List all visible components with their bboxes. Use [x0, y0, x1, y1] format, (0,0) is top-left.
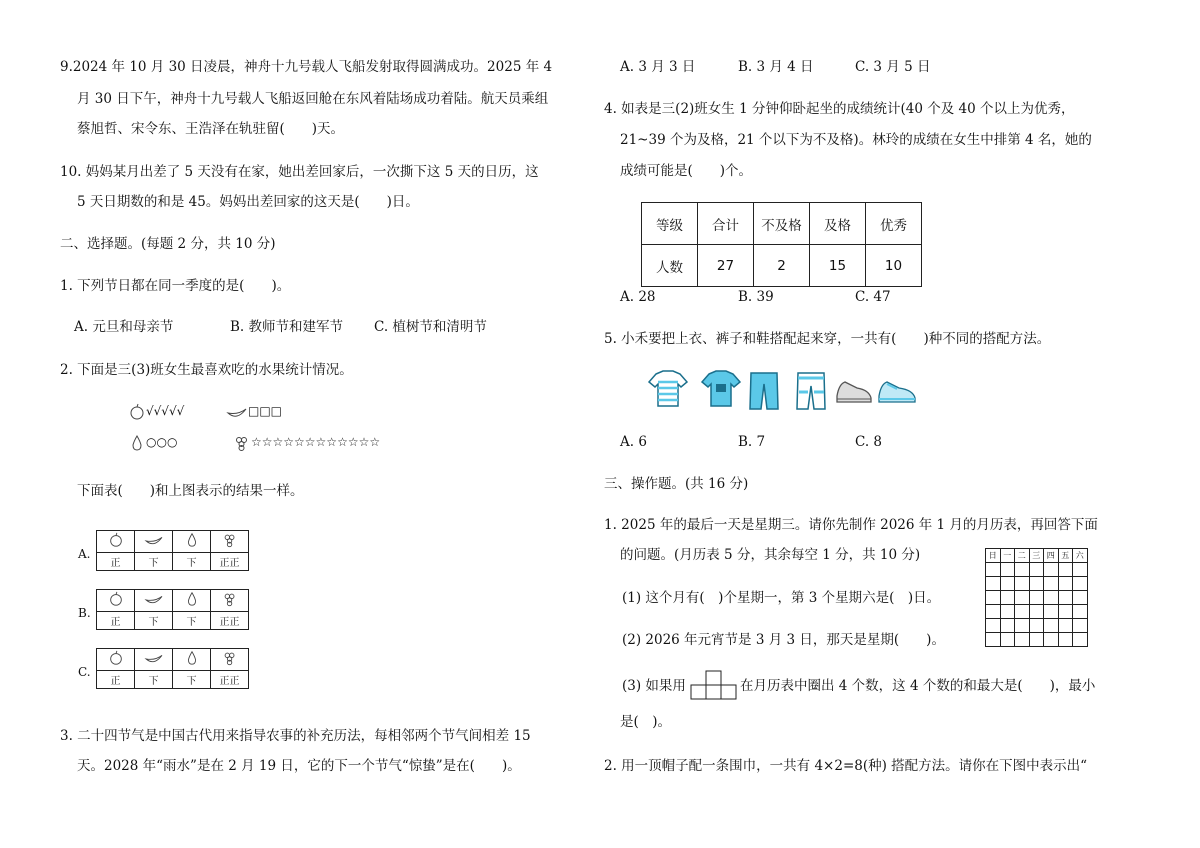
q4-option-a: A. 28 [620, 289, 656, 305]
fruit-stat-apple [128, 402, 184, 421]
q4-line2: 21~39 个为及格，21 个以下为不及格)。林玲的成绩在女生中排第 4 名，她的 [620, 132, 1092, 148]
calendar-cell [1073, 619, 1088, 633]
table-header: 合计 [698, 203, 754, 245]
banana-icon [135, 531, 173, 553]
tally-cell: 正正 [211, 671, 249, 689]
q5-option-a: A. 6 [620, 434, 647, 450]
q9-line1: 9.2024 年 10 月 30 日凌晨，神舟十九号载人飞船发射取得圆满成功。2025 年 4 [60, 59, 553, 75]
calendar-cell [986, 563, 1001, 577]
calendar-cell [986, 577, 1001, 591]
calendar-cell [1058, 605, 1073, 619]
calendar-cell [1029, 619, 1044, 633]
apple-tally: √√√√√ [146, 404, 185, 418]
calendar-cell [1073, 563, 1088, 577]
calendar-cell [1044, 633, 1059, 647]
calendar-cell [1044, 619, 1059, 633]
q4-score-table [641, 202, 922, 287]
section-2-title: 二、选择题。(每题 2 分，共 10 分) [60, 236, 276, 252]
calendar-cell [1015, 563, 1030, 577]
pear-icon [173, 649, 211, 671]
q5-option-c: C. 8 [855, 434, 883, 450]
table-header: 不及格 [754, 203, 810, 245]
fruit-stat-grape [233, 433, 380, 452]
choice-q1-option-a: A. 元旦和母亲节 [74, 319, 174, 335]
q9-line3: 蔡旭哲、宋令东、王浩泽在轨驻留( )天。 [77, 121, 345, 137]
tally-cell: 下 [135, 612, 173, 630]
calendar-cell [1029, 633, 1044, 647]
q4-line3: 成绩可能是( )个。 [620, 163, 753, 179]
choice-q1: 1. 下列节日都在同一季度的是( )。 [60, 278, 291, 294]
banana-icon [135, 590, 173, 612]
table-cell: 2 [754, 245, 810, 287]
banana-icon [135, 649, 173, 671]
q3-option-c: C. 3 月 5 日 [855, 59, 931, 75]
apple-icon [97, 590, 135, 612]
op-q1-sub2: (2) 2026 年元宵节是 3 月 3 日，那天是星期( )。 [622, 632, 945, 648]
tally-cell: 下 [135, 671, 173, 689]
calendar-cell [1058, 591, 1073, 605]
calendar-weekday: 四 [1044, 549, 1059, 563]
calendar-cell [1029, 577, 1044, 591]
q10-line2: 5 天日期数的和是 45。妈妈出差回家的这天是( )日。 [77, 194, 419, 210]
grape-icon [211, 531, 249, 553]
shirt-striped-icon [648, 370, 688, 408]
choice-q1-option-c: C. 植树节和清明节 [374, 319, 487, 335]
calendar-cell [1015, 633, 1030, 647]
tshirt-icon [701, 370, 741, 408]
option-c-label: C. [78, 665, 91, 679]
calendar-cell [1073, 605, 1088, 619]
tally-cell: 正 [97, 553, 135, 571]
q4-option-b: B. 39 [738, 289, 774, 305]
apple-icon [97, 649, 135, 671]
q4-option-c: C. 47 [855, 289, 891, 305]
calendar-cell [1073, 591, 1088, 605]
calendar-cell [986, 619, 1001, 633]
calendar-weekday: 日 [986, 549, 1001, 563]
section-3-title: 三、操作题。(共 16 分) [604, 476, 749, 492]
op-q1-sub3-end: 在月历表中圈出 4 个数，这 4 个数的和最大是( )，最小 [740, 678, 1096, 694]
option-b-table [96, 589, 249, 630]
calendar-cell [1058, 619, 1073, 633]
q10-line1: 10. 妈妈某月出差了 5 天没有在家，她出差回家后，一次撕下这 5 天的日历，这 [60, 164, 539, 180]
calendar-cell [1015, 591, 1030, 605]
calendar-grid [985, 548, 1088, 647]
calendar-weekday: 二 [1015, 549, 1030, 563]
option-a-label: A. [78, 547, 91, 561]
table-cell: 15 [810, 245, 866, 287]
apple-icon [128, 403, 146, 421]
calendar-cell [1029, 591, 1044, 605]
fruit-stat-pear [128, 433, 177, 452]
choice-q2-prompt: 下面表( )和上图表示的结果一样。 [77, 483, 304, 499]
calendar-cell [986, 605, 1001, 619]
calendar-cell [986, 633, 1001, 647]
calendar-weekday: 一 [1000, 549, 1015, 563]
calendar-cell [1044, 577, 1059, 591]
pear-icon [128, 434, 146, 452]
calendar-cell [1015, 577, 1030, 591]
op-q2: 2. 用一顶帽子配一条围巾，一共有 4×2=8(种) 搭配方法。请你在下图中表示出“ [604, 758, 1088, 774]
calendar-cell [1015, 619, 1030, 633]
tally-cell: 下 [173, 671, 211, 689]
calendar-cell [1073, 577, 1088, 591]
tally-cell: 下 [173, 553, 211, 571]
calendar-cell [1000, 591, 1015, 605]
grape-tally: ☆☆☆☆☆☆☆☆☆☆☆☆ [251, 435, 381, 449]
tally-cell: 正正 [211, 553, 249, 571]
grape-icon [233, 434, 251, 452]
q9-line2: 月 30 日下午，神舟十九号载人飞船返回舱在东风着陆场成功着陆。航天员乘组 [77, 91, 549, 107]
calendar-weekday: 三 [1029, 549, 1044, 563]
q3-option-a: A. 3 月 3 日 [620, 59, 696, 75]
calendar-cell [1044, 591, 1059, 605]
grape-icon [211, 590, 249, 612]
op-q1-line2: 的问题。(月历表 5 分，其余每空 1 分，共 10 分) [620, 547, 921, 563]
tally-cell: 下 [135, 553, 173, 571]
op-q1-sub1: (1) 这个月有( )个星期一，第 3 个星期六是( )日。 [622, 590, 941, 606]
calendar-cell [1058, 563, 1073, 577]
choice-q3-line2: 天。2028 年“雨水”是在 2 月 19 日，它的下一个节气“惊蛰”是在( )。 [77, 758, 521, 774]
option-b-label: B. [78, 606, 91, 620]
choice-q1-option-b: B. 教师节和建军节 [230, 319, 344, 335]
calendar-cell [1029, 605, 1044, 619]
pear-icon [173, 531, 211, 553]
calendar-cell [1000, 633, 1015, 647]
q3-option-b: B. 3 月 4 日 [738, 59, 814, 75]
tally-cell: 正 [97, 612, 135, 630]
q5: 5. 小禾要把上衣、裤子和鞋搭配起来穿，一共有( )种不同的搭配方法。 [604, 331, 1051, 347]
calendar-cell [1015, 605, 1030, 619]
pear-tally: ○○○ [146, 435, 178, 449]
tally-cell: 正 [97, 671, 135, 689]
sneakers-blue-icon [877, 374, 917, 406]
calendar-weekday: 五 [1058, 549, 1073, 563]
tally-cell: 下 [173, 612, 211, 630]
sneakers-gray-icon [835, 376, 873, 406]
op-q1-line1: 1. 2025 年的最后一天是星期三。请你先制作 2026 年 1 月的月历表，再回答下面 [604, 517, 1098, 533]
calendar-cell [1044, 605, 1059, 619]
table-cell: 人数 [642, 245, 698, 287]
four-square-shape-icon [690, 670, 738, 700]
calendar-cell [1058, 577, 1073, 591]
pear-icon [173, 590, 211, 612]
calendar-cell [986, 591, 1001, 605]
table-header: 等级 [642, 203, 698, 245]
calendar-cell [1044, 563, 1059, 577]
banana-tally: □□□ [248, 404, 283, 418]
op-q1-sub3-tail: 是( )。 [620, 714, 672, 730]
tally-cell: 正正 [211, 612, 249, 630]
calendar-weekday: 六 [1073, 549, 1088, 563]
q5-option-b: B. 7 [738, 434, 766, 450]
calendar-cell [1058, 633, 1073, 647]
option-a-table [96, 530, 249, 571]
pants-icon [748, 372, 780, 410]
banana-icon [226, 403, 248, 421]
table-header: 及格 [810, 203, 866, 245]
table-cell: 10 [866, 245, 922, 287]
q4-line1: 4. 如表是三(2)班女生 1 分钟仰卧起坐的成绩统计(40 个及 40 个以上为优秀， [604, 101, 1075, 117]
table-cell: 27 [698, 245, 754, 287]
calendar-cell [1000, 605, 1015, 619]
calendar-cell [1000, 563, 1015, 577]
op-q1-sub3-start: (3) 如果用 [622, 678, 686, 694]
calendar-cell [1073, 633, 1088, 647]
choice-q3-line1: 3. 二十四节气是中国古代用来指导农事的补充历法，每相邻两个节气间相差 15 [60, 728, 531, 744]
overalls-icon [795, 372, 827, 410]
calendar-cell [1000, 577, 1015, 591]
calendar-cell [1029, 563, 1044, 577]
grape-icon [211, 649, 249, 671]
choice-q2: 2. 下面是三(3)班女生最喜欢吃的水果统计情况。 [60, 362, 353, 378]
table-header: 优秀 [866, 203, 922, 245]
apple-icon [97, 531, 135, 553]
option-c-table [96, 648, 249, 689]
fruit-stat-banana [226, 402, 282, 421]
calendar-cell [1000, 619, 1015, 633]
